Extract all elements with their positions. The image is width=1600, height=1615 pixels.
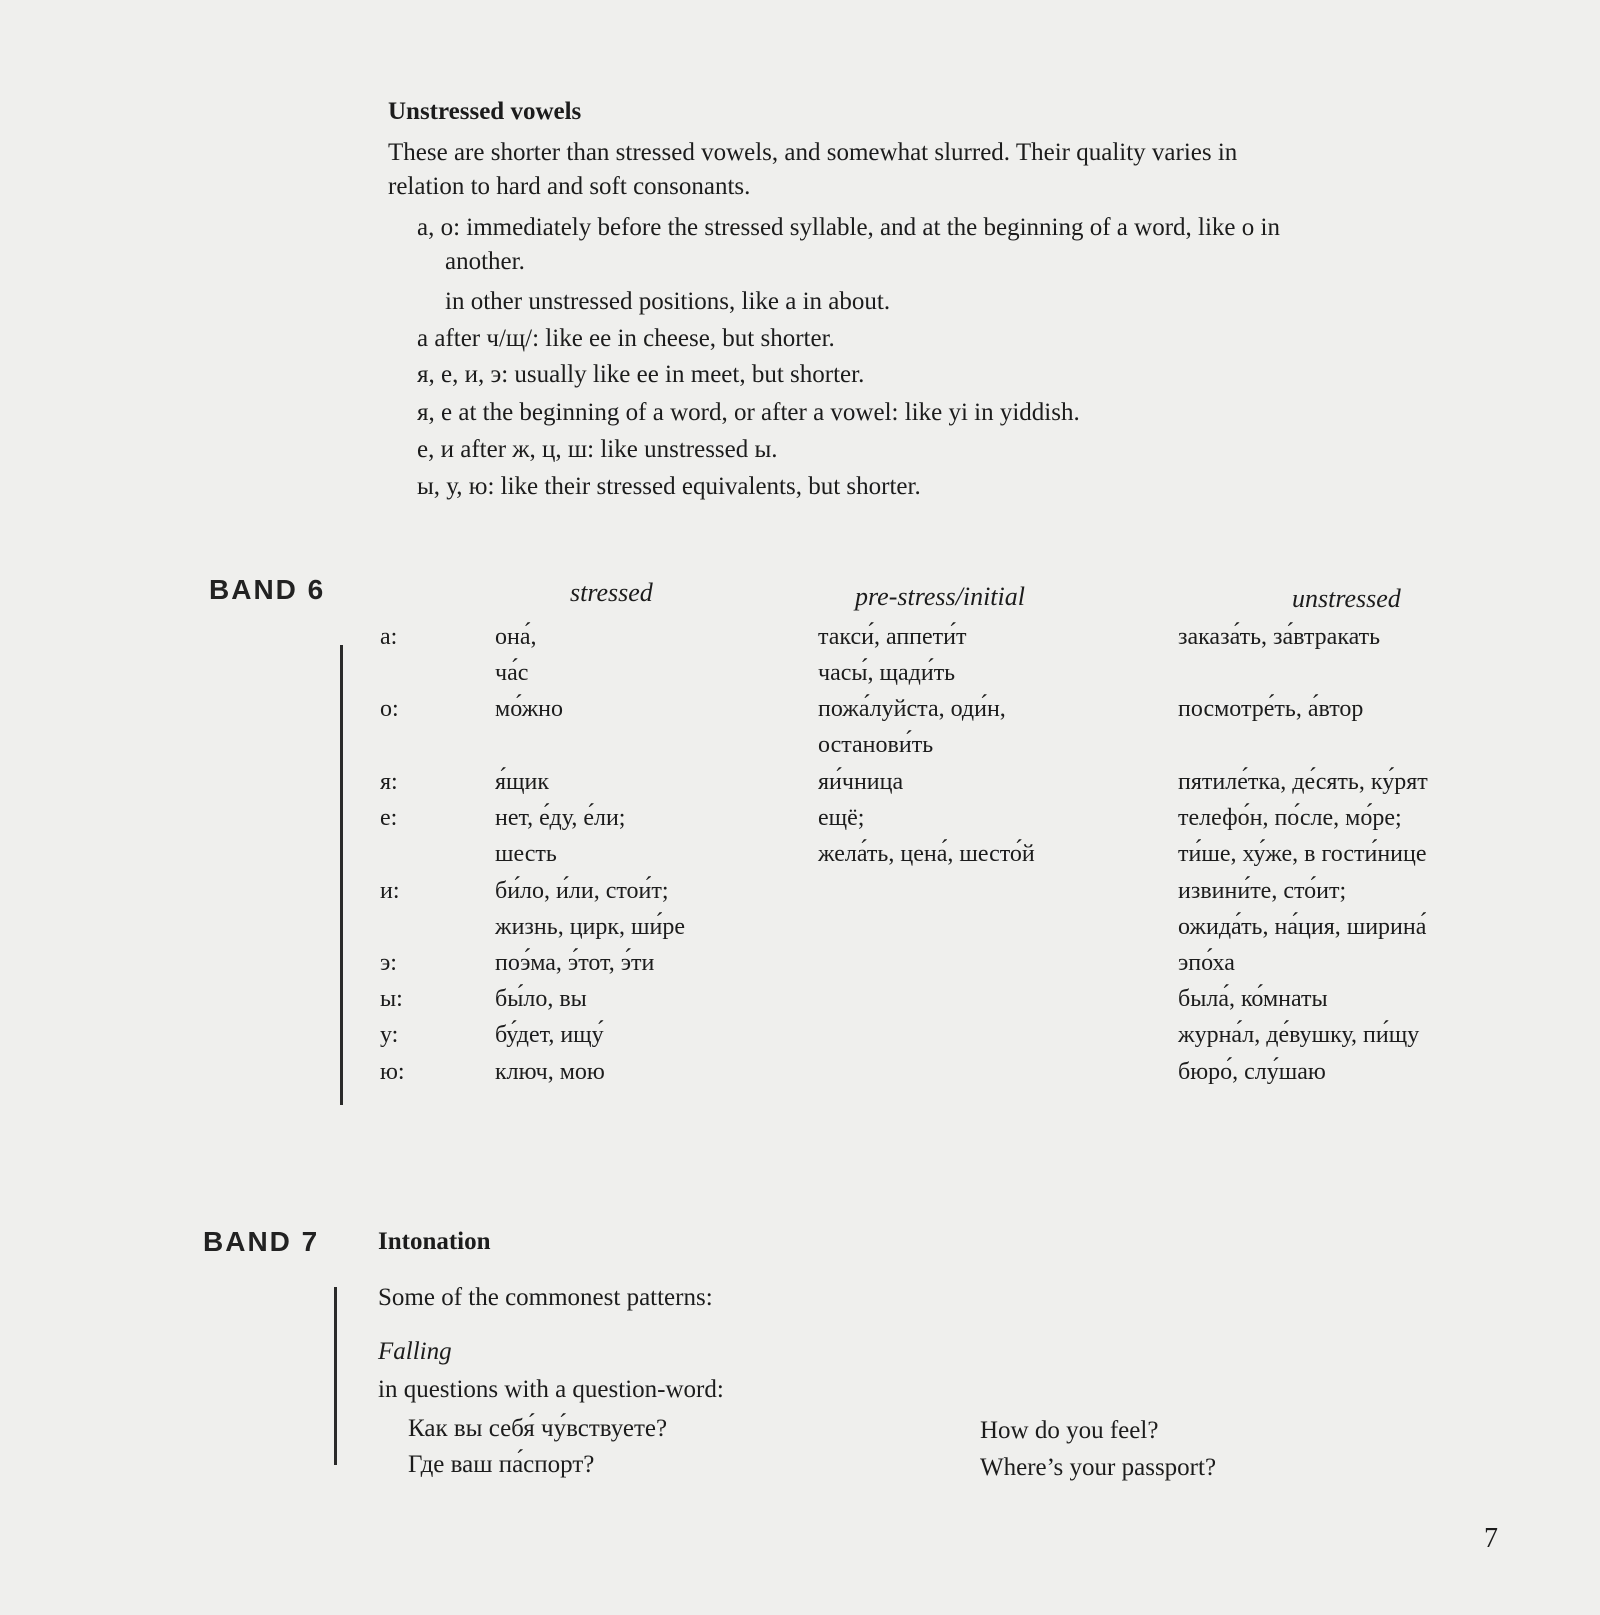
prestress-example-cell: ещё; xyxy=(818,805,865,831)
page-number: 7 xyxy=(1484,1523,1498,1554)
stressed-example-cell: бу́дет, ищу́ xyxy=(495,1022,604,1048)
rule-item: a, o: immediately before the stressed syllable, and at the beginning of a word, like o in xyxy=(417,214,1280,241)
rule-item: я, е, и, э: usually like ee in meet, but shorter. xyxy=(417,361,865,388)
unstressed-example-cell: эпо́ха xyxy=(1178,950,1235,976)
intro-line-2: relation to hard and soft consonants. xyxy=(388,173,751,200)
unstressed-example-cell: журна́л, де́вушку, пи́щу xyxy=(1178,1022,1420,1048)
rule-item: я, е at the beginning of a word, or after a vowel: like yi in yiddish. xyxy=(417,399,1080,426)
band-7-label: BAND 7 xyxy=(203,1226,320,1257)
rule-item: another. xyxy=(445,248,525,275)
stressed-example-cell: жизнь, цирк, ши́ре xyxy=(495,914,686,940)
falling-description: in questions with a question-word: xyxy=(378,1376,724,1403)
stressed-example-cell: я́щик xyxy=(495,769,550,795)
prestress-example-cell: часы́, щади́ть xyxy=(818,660,956,686)
unstressed-example-cell: извини́те, сто́ит; xyxy=(1178,878,1347,904)
vowel-cell: я: xyxy=(380,769,398,795)
stressed-example-cell: би́ло, и́ли, стои́т; xyxy=(495,878,669,904)
unstressed-example-cell: телефо́н, по́сле, мо́ре; xyxy=(1178,805,1402,831)
band-7-margin-bar xyxy=(334,1287,337,1465)
vowel-cell: е: xyxy=(380,805,398,831)
prestress-example-cell: пожа́луйста, оди́н, xyxy=(818,696,1006,722)
rule-item: in other unstressed positions, like a in about. xyxy=(445,288,891,315)
stressed-example-cell: шесть xyxy=(495,841,557,867)
stressed-example-cell: ча́с xyxy=(495,660,529,686)
prestress-example-cell: яи́чница xyxy=(818,769,904,795)
section-heading-unstressed-vowels: Unstressed vowels xyxy=(388,98,582,125)
stressed-example-cell: она́, xyxy=(495,624,537,650)
unstressed-example-cell: бюро́, слу́шаю xyxy=(1178,1059,1326,1085)
stressed-example-cell: ключ, мою xyxy=(495,1059,605,1085)
band-6-margin-bar xyxy=(340,645,343,1105)
column-header-prestress: pre-stress/initial xyxy=(855,582,1025,611)
example-english: Where’s your passport? xyxy=(980,1454,1217,1481)
vowel-cell: а: xyxy=(380,624,398,650)
example-english: How do you feel? xyxy=(980,1417,1159,1444)
section-heading-intonation: Intonation xyxy=(378,1228,491,1255)
stressed-example-cell: поэ́ма, э́тот, э́ти xyxy=(495,950,655,976)
example-russian: Где ваш па́спорт? xyxy=(408,1451,595,1478)
vowel-cell: о: xyxy=(380,696,399,722)
vowel-cell: у: xyxy=(380,1022,399,1048)
column-header-stressed: stressed xyxy=(570,578,653,607)
prestress-example-cell: жела́ть, цена́, шесто́й xyxy=(818,841,1035,867)
prestress-example-cell: останови́ть xyxy=(818,732,934,758)
band-6-label: BAND 6 xyxy=(209,574,326,605)
unstressed-example-cell: была́, ко́мнаты xyxy=(1178,986,1328,1012)
vowel-cell: ю: xyxy=(380,1059,405,1085)
rule-item: a after ч/щ/: like ee in cheese, but shorter. xyxy=(417,325,835,352)
stressed-example-cell: мо́жно xyxy=(495,696,564,722)
vowel-cell: э: xyxy=(380,950,397,976)
rule-item: ы, у, ю: like their stressed equivalents, but shorter. xyxy=(417,473,921,500)
intro-line-1: These are shorter than stressed vowels, and somewhat slurred. Their quality varies in xyxy=(388,139,1238,166)
vowel-cell: ы: xyxy=(380,986,403,1012)
unstressed-example-cell: ожида́ть, на́ция, ширина́ xyxy=(1178,914,1427,940)
prestress-example-cell: такси́, аппети́т xyxy=(818,624,967,650)
intonation-intro: Some of the commonest patterns: xyxy=(378,1284,713,1311)
example-russian: Как вы себя́ чу́вствуете? xyxy=(408,1415,668,1442)
column-header-unstressed: unstressed xyxy=(1292,584,1401,613)
unstressed-example-cell: заказа́ть, за́втракать xyxy=(1178,624,1381,650)
stressed-example-cell: бы́ло, вы xyxy=(495,986,587,1012)
unstressed-example-cell: посмотре́ть, а́втор xyxy=(1178,696,1364,722)
rule-item: е, и after ж, ц, ш: like unstressed ы. xyxy=(417,436,778,463)
stressed-example-cell: нет, е́ду, е́ли; xyxy=(495,805,626,831)
vowel-cell: и: xyxy=(380,878,400,904)
unstressed-example-cell: пятиле́тка, де́сять, ку́рят xyxy=(1178,769,1428,795)
falling-label: Falling xyxy=(378,1338,452,1365)
unstressed-example-cell: ти́ше, ху́же, в гости́нице xyxy=(1178,841,1427,867)
